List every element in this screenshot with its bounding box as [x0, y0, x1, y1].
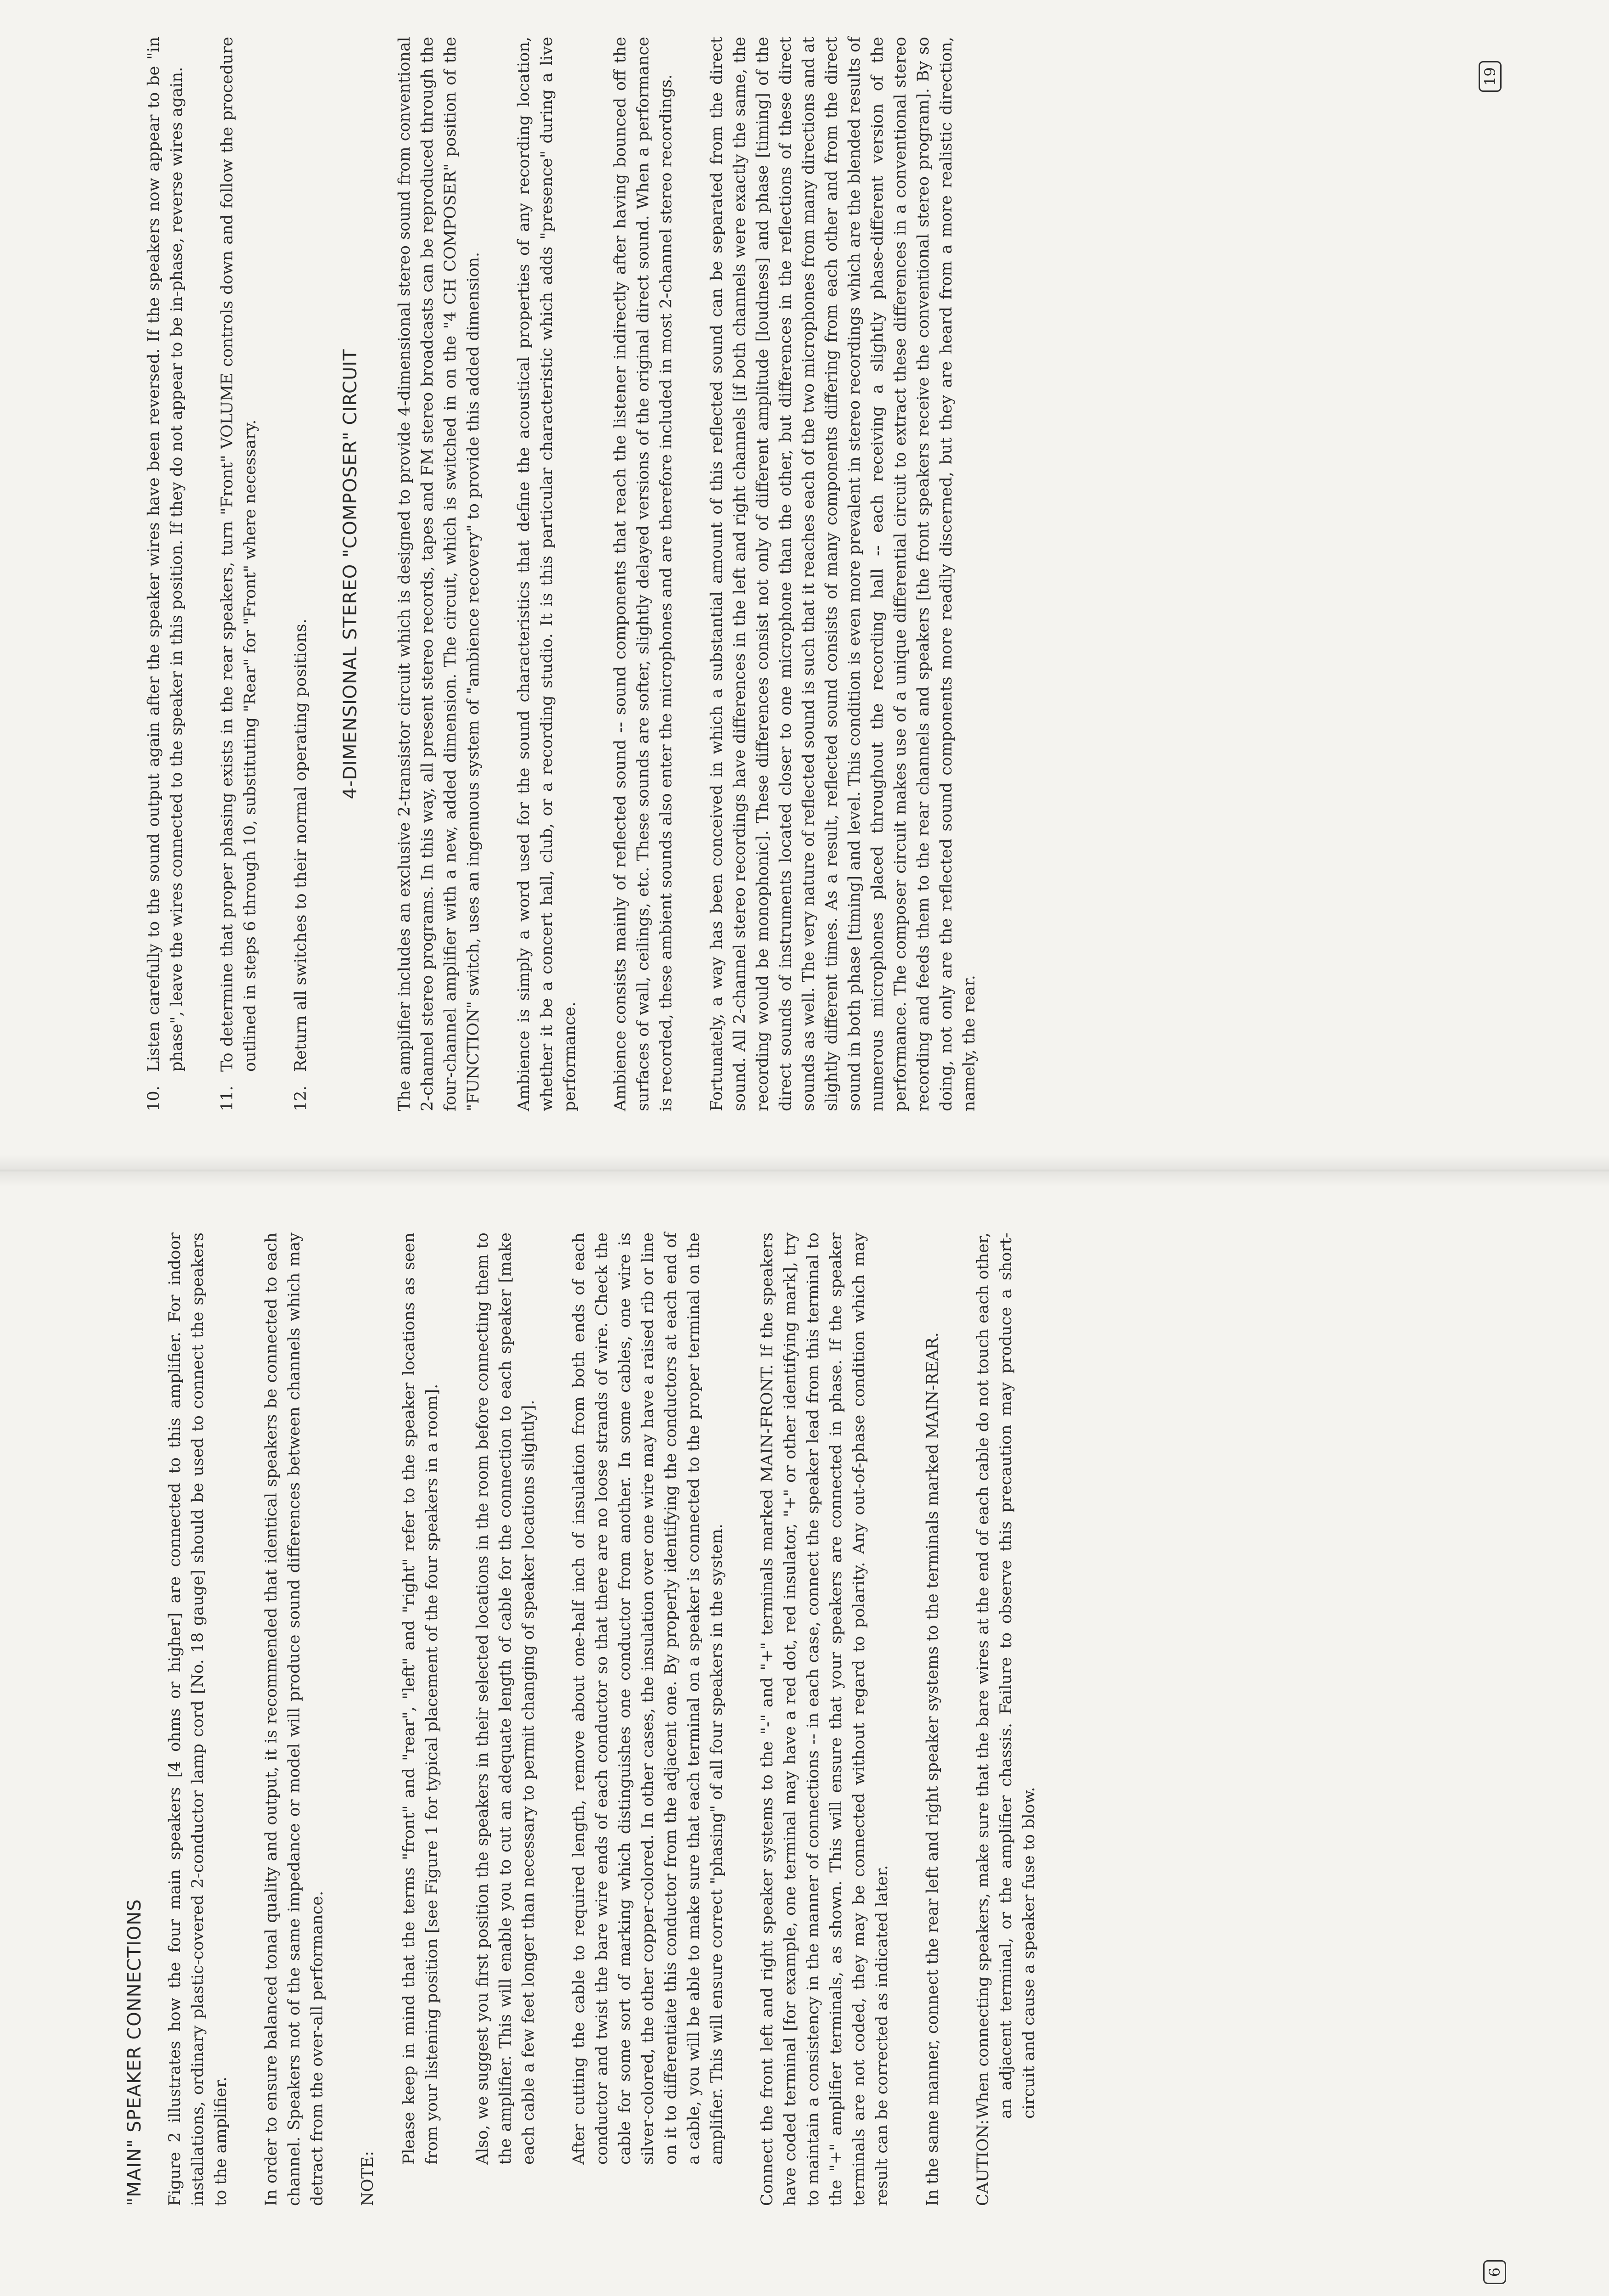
page-number: 19 — [1479, 61, 1502, 92]
intro-paragraph: Figure 2 illustrates how the four main speakers [4 ohms or higher] are connected to this amplifier. For indoor installations, ordinary plastic-covered 2-conductor lamp cord [No. 18 gauge] should be used to connect the speakers to the amplifier. — [166, 1232, 230, 2206]
amplifier-circuit-paragraph: The amplifier includes an exclusive 2-transistor circuit which is designed to provide 4-dimensional stereo sound from conventional 2-channel stereo programs. In this way, all present stereo records, tapes and FM stereo broadcasts can be reproduced through the four-channel amplifier with a new, added dimension. The circuit, which is switched in on the "4 CH COMPOSER" position of the "FUNCTION" switch, uses an ingenuous system of "ambience recovery" to provide this added dimension. — [395, 37, 483, 1111]
note-terms-paragraph: Please keep in mind that the terms "front" and "rear", "left" and "right" refer to the speaker locations as seen from your listening position [see Figure 1 for typical placement of the four speakers in a room]. — [400, 1232, 441, 2165]
caution-block — [972, 1232, 1041, 2206]
note-label: NOTE: — [359, 2150, 377, 2206]
step-text: To determine that proper phasing exists in the rear speakers, turn "Front" VOLUME controls down and follow the procedure outlined in steps 6 through 10, substituting "Rear" for "Front" where necessary. — [218, 37, 259, 1072]
caution-text: When connecting speakers, make sure that the bare wires at the end of each cable do not touch each other, an adjacent terminal, or the amplifier chassis. Failure to observe this precaution may produce a short-circuit and cause a speaker fuse to blow. — [974, 1232, 1038, 2119]
left-page — [0, 1177, 1609, 2296]
step-number: 11. — [218, 1086, 236, 1111]
note-cable-paragraph: After cutting the cable to required length, remove about one-half inch of insulation from both ends of each conductor and twist the bare wire ends of each conductor so that there are no loose strands of wire. Check the cable for some sort of marking which distinguishes one conductor from another. In some cables, one wire is silver-colored, the other copper-colored. In other cases, the insulation over one wire may have a raised rib or line on it to differentiate this conductor from the adjacent one. By properly identifying the conductors at each end of a cable, you will be able to make sure that each terminal on a speaker is connected to the proper terminal on the amplifier. This will ensure correct "phasing" of all four speakers in the system. — [570, 1232, 726, 2165]
step-number: 12. — [292, 1086, 310, 1111]
right-page-body — [142, 37, 1008, 1111]
composer-circuit-heading: 4-DIMENSIONAL STEREO "COMPOSER" CIRCUIT — [340, 349, 361, 799]
composer-explanation-paragraph: Fortunately, a way has been conceived in which a substantial amount of this reflected sound can be separated from the direct sound. All 2-channel stereo recordings have differences in the left and right channels [if both channels were exactly the same, the recording would be monophonic]. These differences consist not only of different amplitude [loudness] and phase [timing] of the direct sounds of instruments located closer to one microphone than the other, but differences in the reflections of these direct sounds as well. The very nature of reflected sound is such that it reaches each of the two microphones from many directions and at slightly different times. As a result, reflected sound consists of many components differing from each other and from the direct sound in both phase [timing] and level. This condition is even more prevalent in stereo recordings which are the blended results of numerous microphones placed throughout the recording hall -- each receiving a slightly phase-different version of the performance. The composer circuit makes use of a unique differential circuit to extract these differences in a conventional stereo recording and feeds them to the rear channels and speakers [the front speakers receive the conventional stereo program]. By so doing, not only are the reflected sound components more readily discerned, but they are heard from a more realistic direction, namely, the rear. — [708, 37, 979, 1111]
rear-connection-paragraph: In the same manner, connect the rear left and right speaker systems to the terminals marked MAIN-REAR. — [923, 1332, 942, 2206]
reflected-sound-paragraph: Ambience consists mainly of reflected sound -- sound components that reach the listener indirectly after having bounced off the surfaces of wall, ceilings, etc. These sounds are softer, slightly delayed versions of the original direct sound. When a performance is recorded, these ambient sounds also enter the microphones and are therefore included in most 2-channel stereo recordings. — [611, 37, 675, 1111]
note-position-paragraph: Also, we suggest you first position the speakers in their selected locations in the room before connecting them to the amplifier. This will enable you to cut an adequate length of cable for the connection to each speaker [make each cable a few feet longer than necessary to permit changing of speaker locations slightly]. — [473, 1232, 538, 2165]
front-connection-paragraph: Connect the front left and right speaker systems to the "-" and "+" terminals marked MAIN-FRONT. If the speakers have coded terminal [for example, one terminal may have a red dot, red insulator, "+" or other identifying mark], try to maintain a consistency in the manner of connections -- in each case, connect the speaker lead from this terminal to the "+" amplifier terminals, as shown. This will ensure that your speakers are connected in phase. If the speaker terminals are not coded, they may be connected without regard to polarity. Any out-of-phase condition which may result can be corrected as indicated later. — [758, 1232, 891, 2206]
left-page-body — [124, 1232, 1041, 2206]
main-speaker-connections-heading: "MAIN" SPEAKER CONNECTIONS — [124, 1899, 145, 2206]
step-12 — [289, 37, 312, 1111]
caution-label: CAUTION: — [974, 2119, 992, 2206]
step-10 — [142, 37, 188, 1111]
step-text: Return all switches to their normal operating positions. — [292, 619, 310, 1072]
ambience-definition-paragraph: Ambience is simply a word used for the sound characteristics that define the acoustical properties of any recording location, whether it be a concert hall, club, or a recording studio. It is this particular characteristic which adds "presence" during a live performance. — [515, 37, 579, 1111]
step-number: 10. — [145, 1086, 163, 1111]
page-number: 6 — [1483, 2260, 1506, 2284]
step-text: Listen carefully to the sound output again after the speaker wires have been reversed. If the speakers now appear to be "in phase", leave the wires connected to the speaker in this position. If they do not appear to be in-phase, reverse wires again. — [145, 37, 186, 1072]
balance-paragraph: In order to ensure balanced tonal quality and output, it is recommended that identical speakers be connected to each channel. Speakers not of the same impedance or model will produce sound differences between channels which may detract from the over-all performance. — [262, 1232, 326, 2206]
step-11 — [216, 37, 262, 1111]
